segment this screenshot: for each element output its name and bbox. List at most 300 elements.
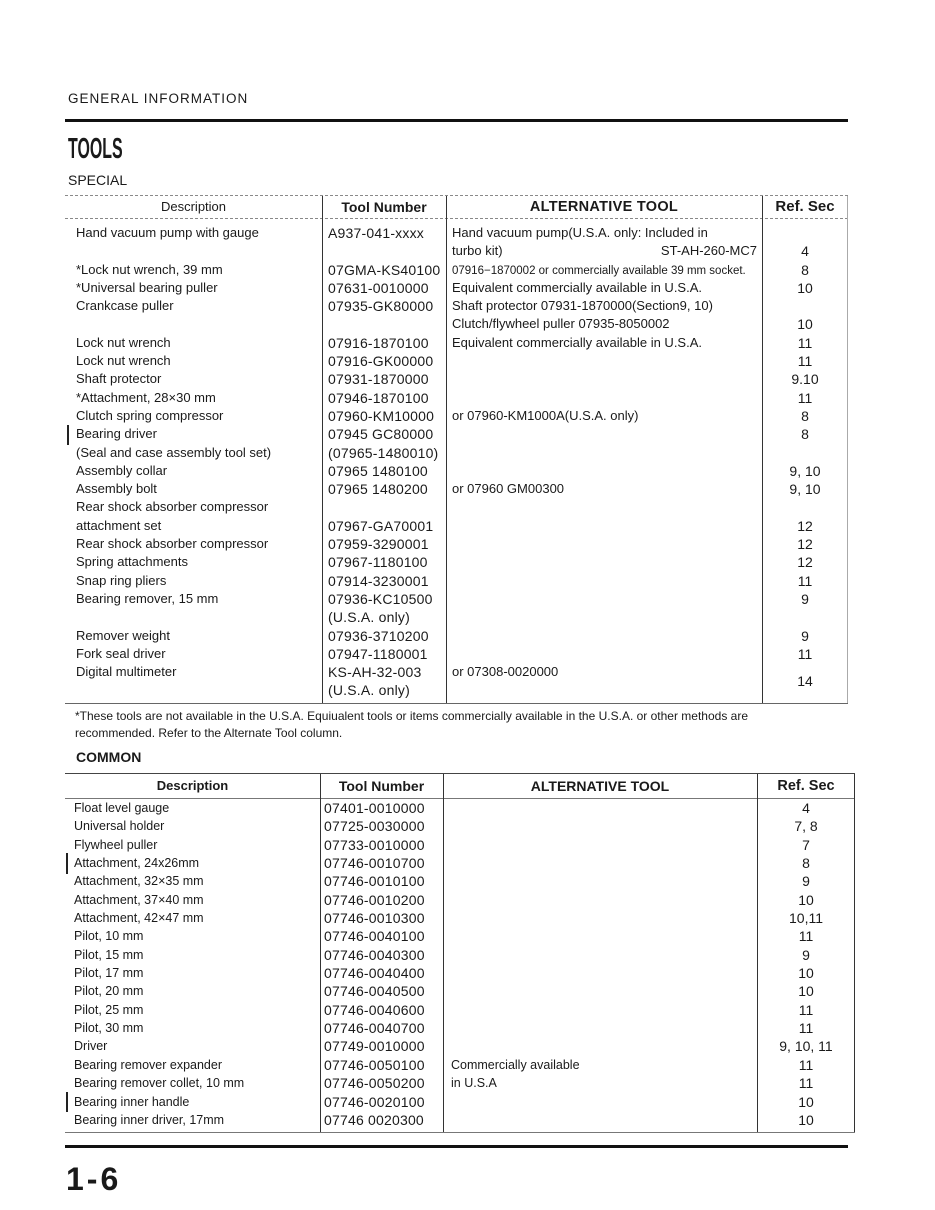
tool-number-line (328, 224, 446, 242)
description-text: Assembly collar (76, 462, 168, 478)
alternative-tool-line (452, 480, 762, 498)
description-line (76, 352, 322, 370)
description-cell (65, 891, 320, 909)
column-header-alternative-tool: ALTERNATIVE TOOL (529, 199, 679, 215)
ref-sec-cell (762, 645, 848, 663)
table-body (65, 799, 855, 1129)
ref-sec-text: 10 (798, 983, 814, 1000)
tool-number-cell (322, 553, 446, 571)
tool-number-text: (07965-1480010) (328, 444, 439, 461)
alternative-tool-cell (446, 297, 762, 334)
alternative-tool-cell (446, 535, 762, 553)
description-line (74, 891, 320, 909)
description-text: Bearing driver (76, 426, 157, 442)
table-row (65, 444, 848, 462)
ref-sec-line (791, 370, 818, 388)
page-number: 1-6 (66, 1161, 122, 1197)
alternative-tool-cell (446, 261, 762, 279)
alternative-tool-cell (446, 480, 762, 498)
description-cell (65, 261, 322, 279)
ref-sec-text: 11 (798, 928, 814, 945)
column-divider (320, 774, 321, 1132)
tool-number-line (328, 645, 446, 663)
tool-number-cell (322, 425, 446, 443)
table-row (65, 297, 848, 334)
description-text: Driver (74, 1039, 108, 1054)
description-line (76, 334, 322, 352)
alternative-tool-text: Shaft protector 07931-1870000(Section9, 10) (452, 298, 713, 314)
table-row (65, 553, 848, 571)
alternative-tool-cell (446, 572, 762, 590)
ref-sec-text: 7, 8 (794, 818, 818, 835)
revision-bar (67, 425, 69, 445)
description-text: attachment set (76, 517, 162, 533)
table-row (65, 352, 848, 370)
description-line (76, 498, 322, 516)
description-cell (65, 334, 322, 352)
description-cell (65, 1093, 320, 1111)
ref-sec-line (802, 799, 810, 817)
table-row (65, 627, 848, 645)
table-row (65, 982, 855, 1000)
alternative-tool-cell (446, 389, 762, 407)
tool-number-line (328, 297, 446, 315)
revision-bar (66, 1092, 68, 1112)
tool-number-line (328, 572, 446, 590)
description-line (76, 389, 322, 407)
description-line (74, 1019, 320, 1037)
tool-number-line (328, 517, 446, 535)
table-row (65, 261, 848, 279)
tool-number-line (328, 462, 446, 480)
ref-sec-cell (762, 535, 848, 553)
alternative-tool-line (452, 297, 762, 315)
description-cell (65, 535, 322, 553)
tool-number-line (324, 799, 443, 817)
ref-sec-text: 10 (798, 965, 814, 982)
tool-number-line (324, 982, 443, 1000)
table-row (65, 1093, 855, 1111)
alternative-tool-cell (446, 334, 762, 352)
table-right-border (847, 196, 848, 703)
ref-sec-cell (757, 854, 855, 872)
alternative-tool-cell (443, 891, 757, 909)
tool-number-cell (320, 817, 443, 835)
tool-number-cell (322, 389, 446, 407)
description-text: Hand vacuum pump with gauge (76, 225, 259, 240)
description-text: Universal holder (74, 819, 165, 834)
alternative-tool-cell (443, 1093, 757, 1111)
alternative-tool-cell (443, 946, 757, 964)
description-cell (65, 927, 320, 945)
alternative-tool-line (452, 261, 762, 279)
description-cell (65, 1037, 320, 1055)
description-text: *Lock nut wrench, 39 mm (76, 261, 223, 277)
description-line (76, 462, 322, 480)
tool-number-line (328, 590, 446, 608)
ref-sec-text: 9 (802, 946, 810, 963)
tool-number-text: 07725-0030000 (324, 818, 425, 835)
ref-sec-cell (762, 334, 848, 352)
ref-sec-cell (762, 498, 848, 535)
description-text: Snap ring pliers (76, 572, 167, 588)
tool-number-text: 07946-1870100 (328, 389, 429, 406)
alternative-tool-cell (443, 1001, 757, 1019)
tool-number-cell (320, 799, 443, 817)
ref-sec-text: 4 (802, 800, 810, 816)
ref-sec-text: 9 (801, 627, 809, 644)
tool-number-cell (322, 224, 446, 261)
tool-number-line (324, 1111, 443, 1129)
ref-sec-text: 12 (797, 554, 813, 571)
description-line (76, 261, 322, 279)
table-row (65, 572, 848, 590)
tool-number-text: 07746-0040400 (324, 965, 425, 982)
ref-sec-line (802, 872, 810, 890)
ref-sec-cell (762, 444, 848, 462)
alternative-tool-cell (443, 964, 757, 982)
description-cell (65, 370, 322, 388)
ref-sec-line (797, 517, 813, 535)
alternative-tool-line (452, 315, 762, 333)
tool-number-text: 07746-0010200 (324, 891, 425, 908)
ref-sec-cell (762, 224, 848, 261)
alternative-tool-line (452, 242, 762, 260)
description-text: Float level gauge (74, 801, 170, 815)
description-line (76, 590, 322, 608)
tool-number-cell (320, 982, 443, 1000)
tool-number-text: 07746 0020300 (324, 1111, 424, 1128)
alternative-tool-cell (446, 407, 762, 425)
alternative-tool-text: or 07960 GM00300 (452, 481, 565, 497)
tool-number-line (324, 946, 443, 964)
tool-number-cell (322, 535, 446, 553)
tool-number-text: 07746-0050200 (324, 1075, 425, 1092)
table-row (65, 909, 855, 927)
tool-number-text: 07965 1480200 (328, 481, 428, 498)
table-row (65, 1001, 855, 1019)
ref-sec-line (799, 927, 814, 945)
description-cell (65, 553, 322, 571)
ref-sec-cell (757, 1037, 855, 1055)
tool-number-cell (320, 1074, 443, 1092)
ref-sec-text: 11 (798, 1075, 814, 1092)
tool-number-line (328, 279, 446, 297)
column-divider (757, 774, 758, 1132)
ref-sec-text: 9 (801, 590, 809, 607)
tool-number-line (328, 553, 446, 571)
alternative-tool-text: Hand vacuum pump(U.S.A. only: Included in (452, 225, 708, 240)
alternative-tool-text: in U.S.A (451, 1076, 497, 1091)
description-line (74, 1074, 320, 1092)
table-row (65, 1037, 855, 1055)
tool-number-cell (320, 1037, 443, 1055)
description-cell (65, 964, 320, 982)
description-cell (65, 645, 322, 663)
description-cell (65, 854, 320, 872)
description-cell (65, 946, 320, 964)
alternative-tool-cell (443, 927, 757, 945)
alternative-tool-cell (446, 370, 762, 388)
tool-number-line (324, 1093, 443, 1111)
table-row (65, 872, 855, 890)
description-cell (65, 1001, 320, 1019)
tool-number-cell (320, 1019, 443, 1037)
alternative-tool-cell (443, 1111, 757, 1129)
ref-sec-line (789, 462, 820, 480)
ref-sec-text: 10,11 (789, 910, 823, 927)
ref-sec-line (798, 1111, 814, 1129)
tool-number-line (324, 1019, 443, 1037)
ref-sec-line (797, 535, 813, 553)
alternative-tool-cell (443, 1037, 757, 1055)
description-text: Lock nut wrench (76, 334, 171, 350)
tool-number-cell (322, 407, 446, 425)
tool-number-cell (320, 1111, 443, 1129)
alternative-tool-line (452, 224, 762, 242)
tool-number-text: 07947-1180001 (328, 645, 428, 662)
tool-number-line (328, 608, 446, 626)
table-row (65, 224, 848, 261)
tool-number-line (328, 389, 446, 407)
description-cell (65, 590, 322, 627)
description-line (76, 535, 322, 553)
description-text: Digital multimeter (76, 664, 177, 680)
ref-sec-cell (762, 370, 848, 388)
description-cell (65, 1019, 320, 1037)
tool-number-text: 07746-0010700 (324, 855, 425, 872)
tool-number-cell (320, 909, 443, 927)
description-line (74, 964, 320, 982)
common-tools-heading: COMMON (76, 749, 142, 765)
description-text: Shaft protector (76, 371, 162, 387)
description-cell (65, 872, 320, 890)
alternative-tool-cell (443, 1056, 757, 1074)
tool-number-line (328, 352, 446, 370)
ref-sec-text: 11 (797, 353, 813, 370)
alternative-tool-text: turbo kit) (452, 243, 503, 259)
tool-number-line (324, 964, 443, 982)
column-header-description: Description (160, 199, 227, 214)
ref-sec-text: 4 (801, 243, 809, 260)
tool-number-text: 07935-GK80000 (328, 298, 434, 315)
ref-sec-line (798, 1093, 814, 1111)
column-divider (446, 196, 447, 703)
ref-sec-line (799, 1056, 814, 1074)
description-line (74, 872, 320, 890)
table-row (65, 1019, 855, 1037)
alternative-tool-cell (443, 817, 757, 835)
description-cell (65, 663, 322, 700)
column-divider (443, 774, 444, 1132)
description-text: Pilot, 17 mm (74, 966, 144, 981)
ref-sec-line (779, 1037, 832, 1055)
column-header-alternative-tool: ALTERNATIVE TOOL (530, 778, 670, 794)
ref-sec-cell (762, 261, 848, 279)
ref-sec-text: 11 (798, 1020, 814, 1037)
ref-sec-cell (757, 836, 855, 854)
tool-number-line (328, 261, 446, 279)
ref-sec-cell (762, 553, 848, 571)
tool-number-cell (322, 645, 446, 663)
alternative-tool-cell (443, 836, 757, 854)
ref-sec-line (802, 836, 810, 854)
description-line (76, 480, 322, 498)
description-cell (65, 1074, 320, 1092)
alternative-tool-cell (443, 982, 757, 1000)
table-body (65, 224, 848, 700)
ref-sec-text: 9, 10, 11 (779, 1038, 833, 1055)
ref-sec-line (797, 315, 813, 333)
ref-sec-text: 9, 10 (789, 481, 821, 498)
alternative-tool-text: Equivalent commercially available in U.S.A. (452, 279, 702, 295)
tool-number-line (328, 407, 446, 425)
ref-sec-cell (762, 425, 848, 443)
alternative-tool-cell (446, 553, 762, 571)
description-text: Fork seal driver (76, 645, 166, 661)
description-text: Bearing remover expander (74, 1057, 222, 1072)
tool-number-text: 07746-0040600 (324, 1001, 425, 1018)
table-row (65, 425, 848, 443)
ref-sec-cell (757, 1074, 855, 1092)
tool-number-line (328, 425, 446, 443)
ref-sec-text: 11 (798, 1056, 814, 1073)
ref-sec-cell (757, 964, 855, 982)
description-line (76, 572, 322, 590)
ref-sec-cell (757, 1111, 855, 1129)
description-line (74, 799, 320, 817)
ref-sec-line (797, 553, 813, 571)
tool-number-text: KS-AH-32-003 (328, 664, 422, 681)
ref-sec-line (802, 946, 810, 964)
tool-number-text: 07GMA-KS40100 (328, 261, 441, 278)
tool-number-text: 07746-0010300 (324, 910, 425, 927)
revision-bar (66, 853, 68, 874)
description-line (74, 1056, 320, 1074)
ref-sec-cell (757, 1093, 855, 1111)
tool-number-cell (322, 261, 446, 279)
ref-sec-line (801, 627, 809, 645)
ref-sec-line (799, 1001, 814, 1019)
alternative-tool-cell (446, 425, 762, 443)
ref-sec-line (801, 242, 809, 260)
tool-number-line (324, 891, 443, 909)
tool-number-text: 07916-1870100 (328, 334, 429, 351)
ref-sec-line (801, 590, 809, 608)
description-line (76, 553, 322, 571)
ref-sec-text: 11 (797, 389, 813, 406)
tool-number-cell (320, 927, 443, 945)
alternative-tool-cell (443, 1074, 757, 1092)
alternative-tool-text: Equivalent commercially available in U.S.A. (452, 334, 702, 350)
description-cell (65, 1111, 320, 1129)
tool-number-line (324, 1037, 443, 1055)
table-row (65, 480, 848, 498)
alternative-tool-line (451, 1074, 757, 1092)
alternative-tool-cell (446, 224, 762, 261)
description-line (74, 1001, 320, 1019)
description-cell (65, 279, 322, 297)
description-text: (Seal and case assembly tool set) (76, 444, 272, 460)
description-line (76, 407, 322, 425)
description-cell (65, 572, 322, 590)
tool-number-cell (322, 627, 446, 645)
ref-sec-line (798, 891, 814, 909)
tool-number-cell (322, 352, 446, 370)
alternative-tool-cell (446, 498, 762, 535)
table-row (65, 964, 855, 982)
ref-sec-text: 14 (797, 673, 813, 690)
footnote (75, 708, 748, 742)
ref-sec-cell (757, 927, 855, 945)
tool-number-cell (322, 590, 446, 627)
alternative-tool-cell (443, 872, 757, 890)
ref-sec-line (801, 425, 809, 443)
description-line (74, 982, 320, 1000)
description-line (74, 817, 320, 835)
ref-sec-cell (757, 909, 855, 927)
ref-sec-text: 7 (802, 836, 810, 853)
tool-number-cell (322, 462, 446, 480)
description-text: Pilot, 15 mm (74, 947, 144, 962)
tool-number-cell (322, 279, 446, 297)
table-row (65, 891, 855, 909)
tool-number-text: 07914-3230001 (328, 572, 429, 589)
ref-sec-line (798, 572, 813, 590)
ref-sec-cell (762, 572, 848, 590)
alternative-tool-line (452, 407, 762, 425)
tool-number-cell (322, 480, 446, 498)
tool-number-line (328, 444, 446, 462)
ref-sec-line (798, 334, 813, 352)
tool-number-line (328, 535, 446, 553)
tool-number-cell (320, 1093, 443, 1111)
column-divider (762, 196, 763, 703)
description-line (76, 663, 322, 681)
description-text: Remover weight (76, 627, 170, 643)
description-cell (65, 297, 322, 334)
table-right-border (854, 774, 855, 1132)
description-line (76, 279, 322, 297)
alternative-tool-cell (446, 279, 762, 297)
tool-number-line (324, 872, 443, 890)
alternative-tool-cell (446, 590, 762, 627)
table-row (65, 836, 855, 854)
description-text: Attachment, 37×40 mm (74, 892, 204, 907)
page-title: TOOLS (68, 133, 123, 165)
tool-number-line (324, 817, 443, 835)
footer-rule (65, 1145, 848, 1148)
section-header: GENERAL INFORMATION (68, 91, 249, 106)
ref-sec-cell (757, 1056, 855, 1074)
description-text: Attachment, 42×47 mm (74, 911, 204, 926)
tool-number-text: 07746-0020100 (324, 1093, 425, 1110)
description-line (76, 370, 322, 388)
column-header-ref-sec: Ref. Sec (775, 198, 835, 215)
description-line (76, 645, 322, 663)
table-row (65, 946, 855, 964)
tool-number-cell (322, 572, 446, 590)
description-text: Bearing inner driver, 17mm (74, 1112, 225, 1127)
tool-number-text: 07631-0010000 (328, 279, 429, 296)
tool-number-cell (322, 663, 446, 700)
description-cell (65, 462, 322, 480)
alternative-tool-text: 07916−1870002 or commercially available 39 mm socket. (452, 264, 746, 277)
ref-sec-cell (762, 279, 848, 297)
ref-sec-text: 10 (797, 279, 813, 296)
description-line (76, 444, 322, 462)
alternative-tool-cell (443, 1019, 757, 1037)
